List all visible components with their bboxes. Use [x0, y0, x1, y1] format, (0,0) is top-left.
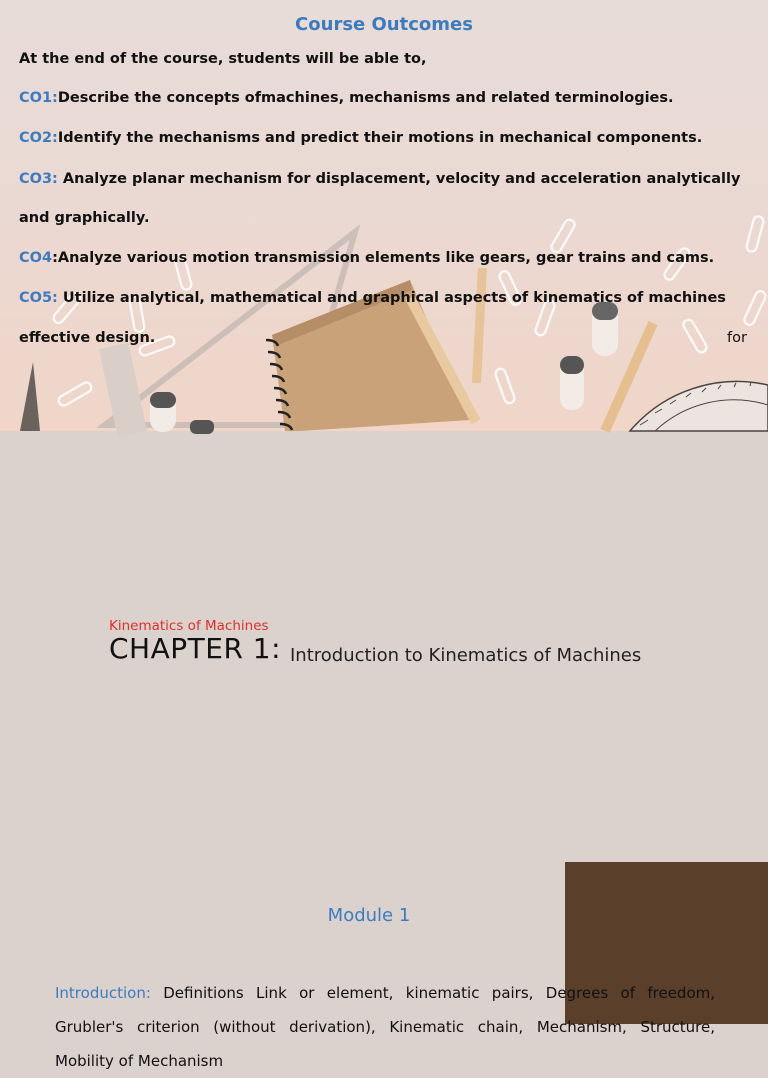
outcome-co3 [19, 171, 740, 187]
outcome-text: Analyze planar mechanism for displacement, velocity and acceleration analytically [57, 171, 741, 187]
outcome-code: CO1: [19, 90, 58, 106]
module-title: Module 1 [327, 905, 411, 926]
course-outcomes-title: Course Outcomes [295, 14, 473, 35]
outcome-co5-continued [19, 330, 155, 346]
outcome-co4 [19, 250, 714, 266]
outcome-text: and graphically. [19, 210, 150, 226]
outcome-code: CO5: [19, 290, 58, 306]
outcome-text: Utilize analytical, mathematical and graphical aspects of kinematics of machines [57, 290, 726, 306]
module-body-text: Definitions Link or element, kinematic pairs, Degrees of freedom, Grubler's criterion (without derivation), Kinematic chain, Mechanism, Structure, Mobility of Mechanism [55, 984, 715, 1070]
course-outcomes-banner [0, 0, 768, 431]
outcome-co2 [19, 130, 702, 146]
outcome-text: Identify the mechanisms and predict their motions in mechanical components. [57, 130, 703, 146]
module-description [55, 976, 715, 1078]
outcome-text: effective design. [19, 330, 156, 346]
outcome-text: :Analyze various motion transmission elements like gears, gear trains and cams. [52, 250, 715, 266]
outcome-co5 [19, 290, 726, 306]
chapter-number: CHAPTER 1: [109, 632, 282, 665]
chapter-subject: Kinematics of Machines [109, 618, 269, 634]
outcome-co1 [19, 90, 674, 106]
outcome-code: CO3: [19, 171, 58, 187]
outcome-code: CO2: [19, 130, 58, 146]
outcome-co5-trailing-word: for [727, 330, 747, 346]
outcome-text: Describe the concepts ofmachines, mechanisms and related terminologies. [57, 90, 674, 106]
outcome-code: CO4 [19, 250, 53, 266]
outcomes-intro: At the end of the course, students will be able to, [19, 51, 427, 67]
outcome-co3-continued [19, 210, 149, 226]
module-lead-label: Introduction: [55, 984, 151, 1002]
chapter-title: Introduction to Kinematics of Machines [290, 645, 642, 666]
